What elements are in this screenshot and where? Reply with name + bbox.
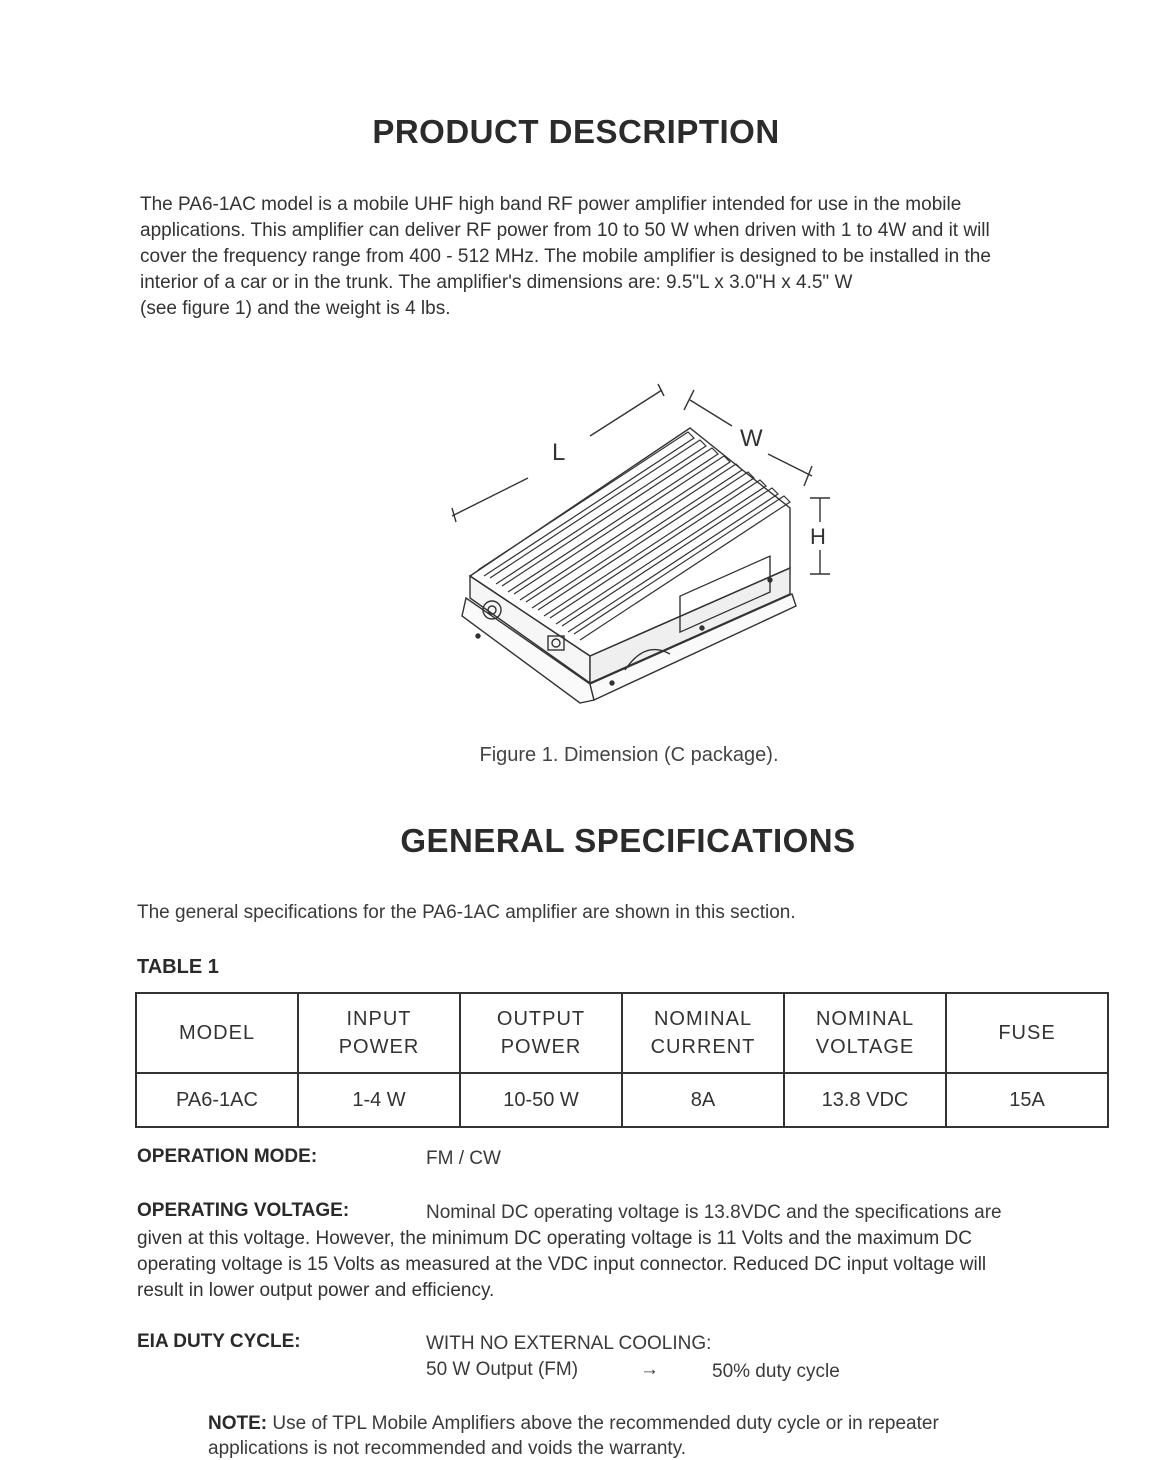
header-model: MODEL [136, 993, 298, 1073]
cell-nominal-voltage: 13.8 VDC [784, 1073, 946, 1127]
operation-mode-value: FM / CW [426, 1148, 501, 1169]
length-dimension-line [590, 390, 662, 436]
width-label: W [740, 425, 763, 452]
operating-voltage-first-line: Nominal DC operating voltage is 13.8VDC and the specifications are [426, 1202, 1002, 1223]
paragraph-line: operating voltage is 15 Volts as measured at the VDC input connector. Reduced DC input voltage will [137, 1254, 987, 1275]
operating-voltage-text [137, 1226, 1112, 1304]
header-nominal-voltage: NOMINAL VOLTAGE [784, 993, 946, 1073]
note-label: NOTE: [208, 1413, 268, 1434]
length-dimension-line [452, 478, 528, 516]
header-output-power: OUTPUT POWER [460, 993, 622, 1073]
table-header-row [136, 993, 1108, 1073]
note [208, 1413, 939, 1435]
height-label: H [810, 524, 826, 549]
arrow-right-icon: → [640, 1359, 659, 1380]
general-specifications-heading: GENERAL SPECIFICATIONS [400, 822, 856, 859]
amplifier-dimension-figure [440, 378, 840, 708]
paragraph-line: (see figure 1) and the weight is 4 lbs. [140, 298, 451, 319]
duty-cycle-label: EIA DUTY CYCLE: [137, 1331, 301, 1352]
duty-cycle-output: 50 W Output (FM) [426, 1359, 579, 1380]
width-dimension-line [690, 400, 732, 426]
specifications-intro: The general specifications for the PA6-1AC amplifier are shown in this section. [137, 902, 796, 923]
figure-caption: Figure 1. Dimension (C package). [479, 744, 779, 766]
product-description-heading: PRODUCT DESCRIPTION [372, 113, 780, 150]
cell-input-power: 1-4 W [298, 1073, 460, 1127]
cell-model: PA6-1AC [136, 1073, 298, 1127]
paragraph-line: applications. This amplifier can deliver RF power from 10 to 50 W when driven with 1 to 4W and it will [140, 220, 990, 241]
table-row [136, 1073, 1108, 1127]
length-label: L [552, 439, 566, 466]
specifications-table [135, 992, 1109, 1128]
product-description-paragraph [140, 192, 1115, 322]
note-text: Use of TPL Mobile Amplifiers above the recommended duty cycle or in repeater [272, 1413, 939, 1434]
table-label: TABLE 1 [137, 956, 219, 978]
duty-cycle-result: 50% duty cycle [712, 1361, 840, 1382]
header-input-power: INPUT POWER [298, 993, 460, 1073]
paragraph-line: result in lower output power and efficiency. [137, 1280, 495, 1301]
duty-cycle-heading: WITH NO EXTERNAL COOLING: [426, 1333, 712, 1354]
operation-mode-label: OPERATION MODE: [137, 1146, 318, 1167]
header-nominal-current: NOMINAL CURRENT [622, 993, 784, 1073]
paragraph-line: cover the frequency range from 400 - 512 MHz. The mobile amplifier is designed to be installed in the [140, 246, 991, 267]
cell-fuse: 15A [946, 1073, 1108, 1127]
header-fuse: FUSE [946, 993, 1108, 1073]
width-dimension-line [768, 454, 812, 476]
cell-output-power: 10-50 W [460, 1073, 622, 1127]
note-text-continued: applications is not recommended and voids the warranty. [208, 1438, 687, 1459]
operating-voltage-label: OPERATING VOLTAGE: [137, 1200, 350, 1221]
paragraph-line: given at this voltage. However, the minimum DC operating voltage is 11 Volts and the maximum DC [137, 1228, 972, 1249]
cell-nominal-current: 8A [622, 1073, 784, 1127]
paragraph-line: The PA6-1AC model is a mobile UHF high band RF power amplifier intended for use in the mobile [140, 194, 962, 215]
paragraph-line: interior of a car or in the trunk. The amplifier's dimensions are: 9.5"L x 3.0"H x 4.5" W [140, 272, 853, 293]
